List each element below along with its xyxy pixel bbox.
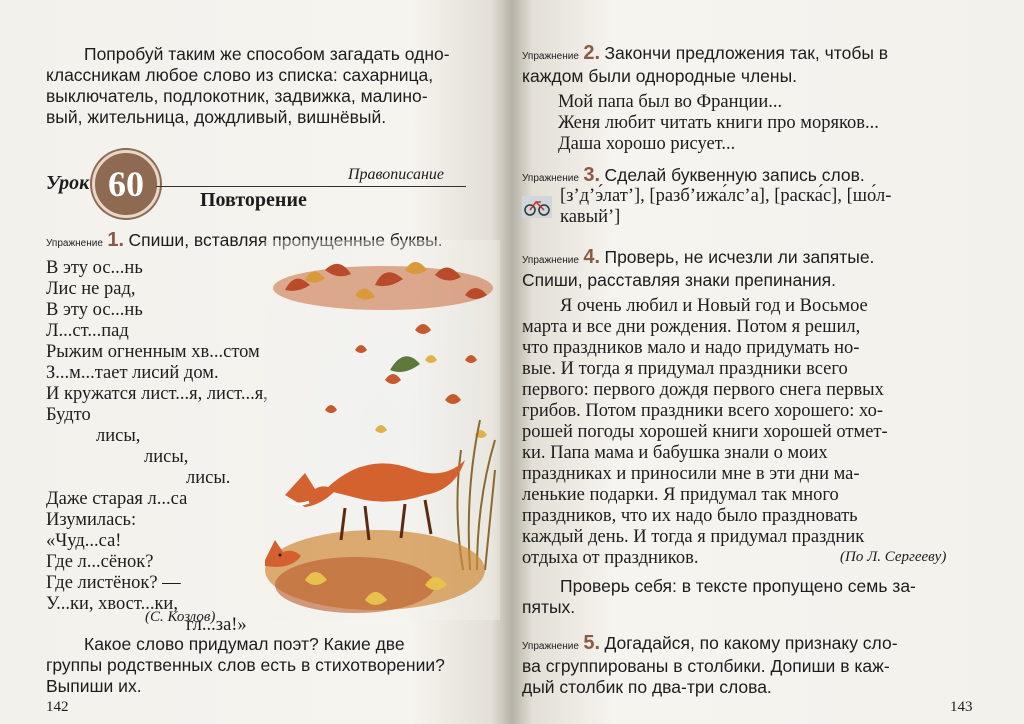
sentence: Мой папа был во Франции... bbox=[558, 92, 783, 112]
bicycle-icon bbox=[522, 196, 552, 218]
exercise-number: 4. bbox=[583, 246, 601, 268]
check-line: пятых. bbox=[522, 597, 576, 617]
exercise-3-transcriptions bbox=[560, 186, 980, 228]
exercise-number: 2. bbox=[583, 42, 601, 64]
page-number-left: 142 bbox=[46, 699, 69, 715]
sentence: Даша хорошо рисует... bbox=[558, 134, 736, 154]
text-line: марта и все дни рождения. Потом я решил, bbox=[522, 317, 861, 337]
exercise-number: 1. bbox=[107, 229, 125, 251]
lesson-category: Правописание bbox=[348, 166, 445, 183]
lesson-number-badge bbox=[92, 150, 160, 218]
check-line: Проверь себя: в тексте пропущено семь за- bbox=[560, 576, 916, 596]
instruction-line: дый столбик по два-три слова. bbox=[522, 677, 772, 697]
lesson-title: Повторение bbox=[200, 189, 307, 211]
exercise-4-text bbox=[522, 296, 974, 569]
poem-line: З...м...тает лисий дом. bbox=[46, 363, 219, 383]
text-line: каждый день. И тогда я придумал праздник bbox=[522, 527, 865, 547]
question-line: Какое слово придумал поэт? Какие две bbox=[84, 634, 405, 654]
text-line: Я очень любил и Новый год и Восьмое bbox=[560, 296, 868, 316]
poem-attribution: (С. Козлов) bbox=[145, 609, 216, 625]
text-line: первого: первого дождя первого снега первых bbox=[522, 380, 884, 400]
exercise-5-instruction-cont bbox=[522, 656, 974, 698]
exercise-instruction: Сделай буквенную запись слов. bbox=[604, 165, 865, 185]
question-paragraph bbox=[46, 634, 498, 697]
exercise-instruction: Спиши, вставляя пропущенные буквы. bbox=[128, 230, 443, 250]
fox-autumn-illustration bbox=[265, 240, 500, 620]
page-number-right: 143 bbox=[950, 699, 973, 715]
text-line: ки. Папа мама и бабушка знали о моих bbox=[522, 443, 828, 463]
exercise-2-sentences bbox=[558, 92, 978, 155]
poem-line: лисы, bbox=[144, 447, 189, 467]
question-line: Выпиши их. bbox=[46, 676, 142, 696]
poem-line: В эту ос...нь bbox=[46, 300, 143, 320]
exercise-label: Упражнение bbox=[522, 641, 579, 652]
lesson-divider bbox=[156, 186, 466, 187]
poem-line: «Чуд...са! bbox=[46, 531, 122, 551]
exercise-instruction: Проверь, не исчезли ли запятые. bbox=[604, 247, 875, 267]
lesson-number: 60 bbox=[108, 164, 144, 204]
exercise-label: Упражнение bbox=[522, 51, 579, 62]
poem-line: Где л...сёнок? bbox=[46, 552, 154, 572]
poem-line: Даже старая л...са bbox=[46, 489, 188, 509]
intro-line: выключатель, подлокотник, задвижка, малино- bbox=[46, 86, 428, 106]
exercise-label: Упражнение bbox=[522, 255, 579, 266]
sentence: Женя любит читать книги про моряков... bbox=[558, 113, 879, 133]
exercise-5-heading bbox=[522, 632, 982, 655]
intro-line: классникам любое слово из списка: сахарница, bbox=[46, 65, 434, 85]
poem-line: Лис не рад, bbox=[46, 279, 136, 299]
poem-line: Рыжим огненным хв...стом bbox=[46, 342, 260, 362]
exercise-number: 3. bbox=[583, 164, 601, 186]
poem-line: лисы. bbox=[186, 468, 231, 488]
exercise-4-heading bbox=[522, 246, 982, 269]
text-attribution: (По Л. Сергееву) bbox=[840, 549, 947, 565]
exercise-instruction-cont: Спиши, расставляя знаки препинания. bbox=[522, 270, 836, 290]
exercise-instruction: Догадайся, по какому признаку сло- bbox=[604, 633, 898, 653]
poem-line: В эту ос...нь bbox=[46, 258, 143, 278]
poem-line: гл...за!» bbox=[186, 615, 247, 635]
text-line: отдыха от праздников. bbox=[522, 548, 699, 568]
poem-line: лисы, bbox=[96, 426, 141, 446]
intro-line: вый, жительница, дождливый, вишнёвый. bbox=[46, 107, 387, 127]
text-line: грибов. Потом праздники всего хорошего: хо- bbox=[522, 401, 884, 421]
exercise-label: Упражнение bbox=[522, 173, 579, 184]
poem bbox=[46, 258, 296, 636]
lesson-word: Урок bbox=[46, 172, 90, 194]
exercise-number: 5. bbox=[583, 632, 601, 654]
poem-line: Где листёнок? — bbox=[46, 573, 181, 593]
exercise-3-heading bbox=[522, 164, 982, 187]
poem-line: Будто bbox=[46, 405, 91, 425]
text-line: рошей погоды хорошей книги хорошей отмет- bbox=[522, 422, 888, 442]
exercise-instruction-cont: каждом были однородные члены. bbox=[522, 66, 798, 86]
transcription-line: кавый’] bbox=[560, 207, 621, 227]
question-line: группы родственных слов есть в стихотворении? bbox=[46, 655, 445, 675]
intro-line: Попробуй таким же способом загадать одно- bbox=[84, 44, 450, 64]
check-paragraph bbox=[522, 576, 974, 618]
intro-paragraph bbox=[46, 44, 466, 128]
text-line: праздниках и приносили мне в эти дни ма- bbox=[522, 464, 860, 484]
instruction-line: ва сгруппированы в столбики. Допиши в каж- bbox=[522, 656, 890, 676]
poem-line: Изумилась: bbox=[46, 510, 137, 530]
transcription-line: [з’д’э́лат’], [разб’ижа́лс’а], [раска́с], [шо́л- bbox=[560, 186, 892, 206]
text-line: что праздников мало и надо придумать но- bbox=[522, 338, 860, 358]
poem-line: И кружатся лист...я, лист...я, bbox=[46, 384, 268, 404]
exercise-2-heading bbox=[522, 42, 982, 65]
text-line: вые. И тогда я придумал праздники всего bbox=[522, 359, 848, 379]
poem-line: Л...ст...пад bbox=[46, 321, 129, 341]
text-line: ленькие подарки. Я придумал так много bbox=[522, 485, 839, 505]
poem-line: У...ки, хвост...ки, bbox=[46, 594, 178, 614]
text-line: праздников, что их надо было праздновать bbox=[522, 506, 858, 526]
exercise-instruction: Закончи предложения так, чтобы в bbox=[604, 43, 889, 63]
exercise-label: Упражнение bbox=[46, 238, 103, 249]
